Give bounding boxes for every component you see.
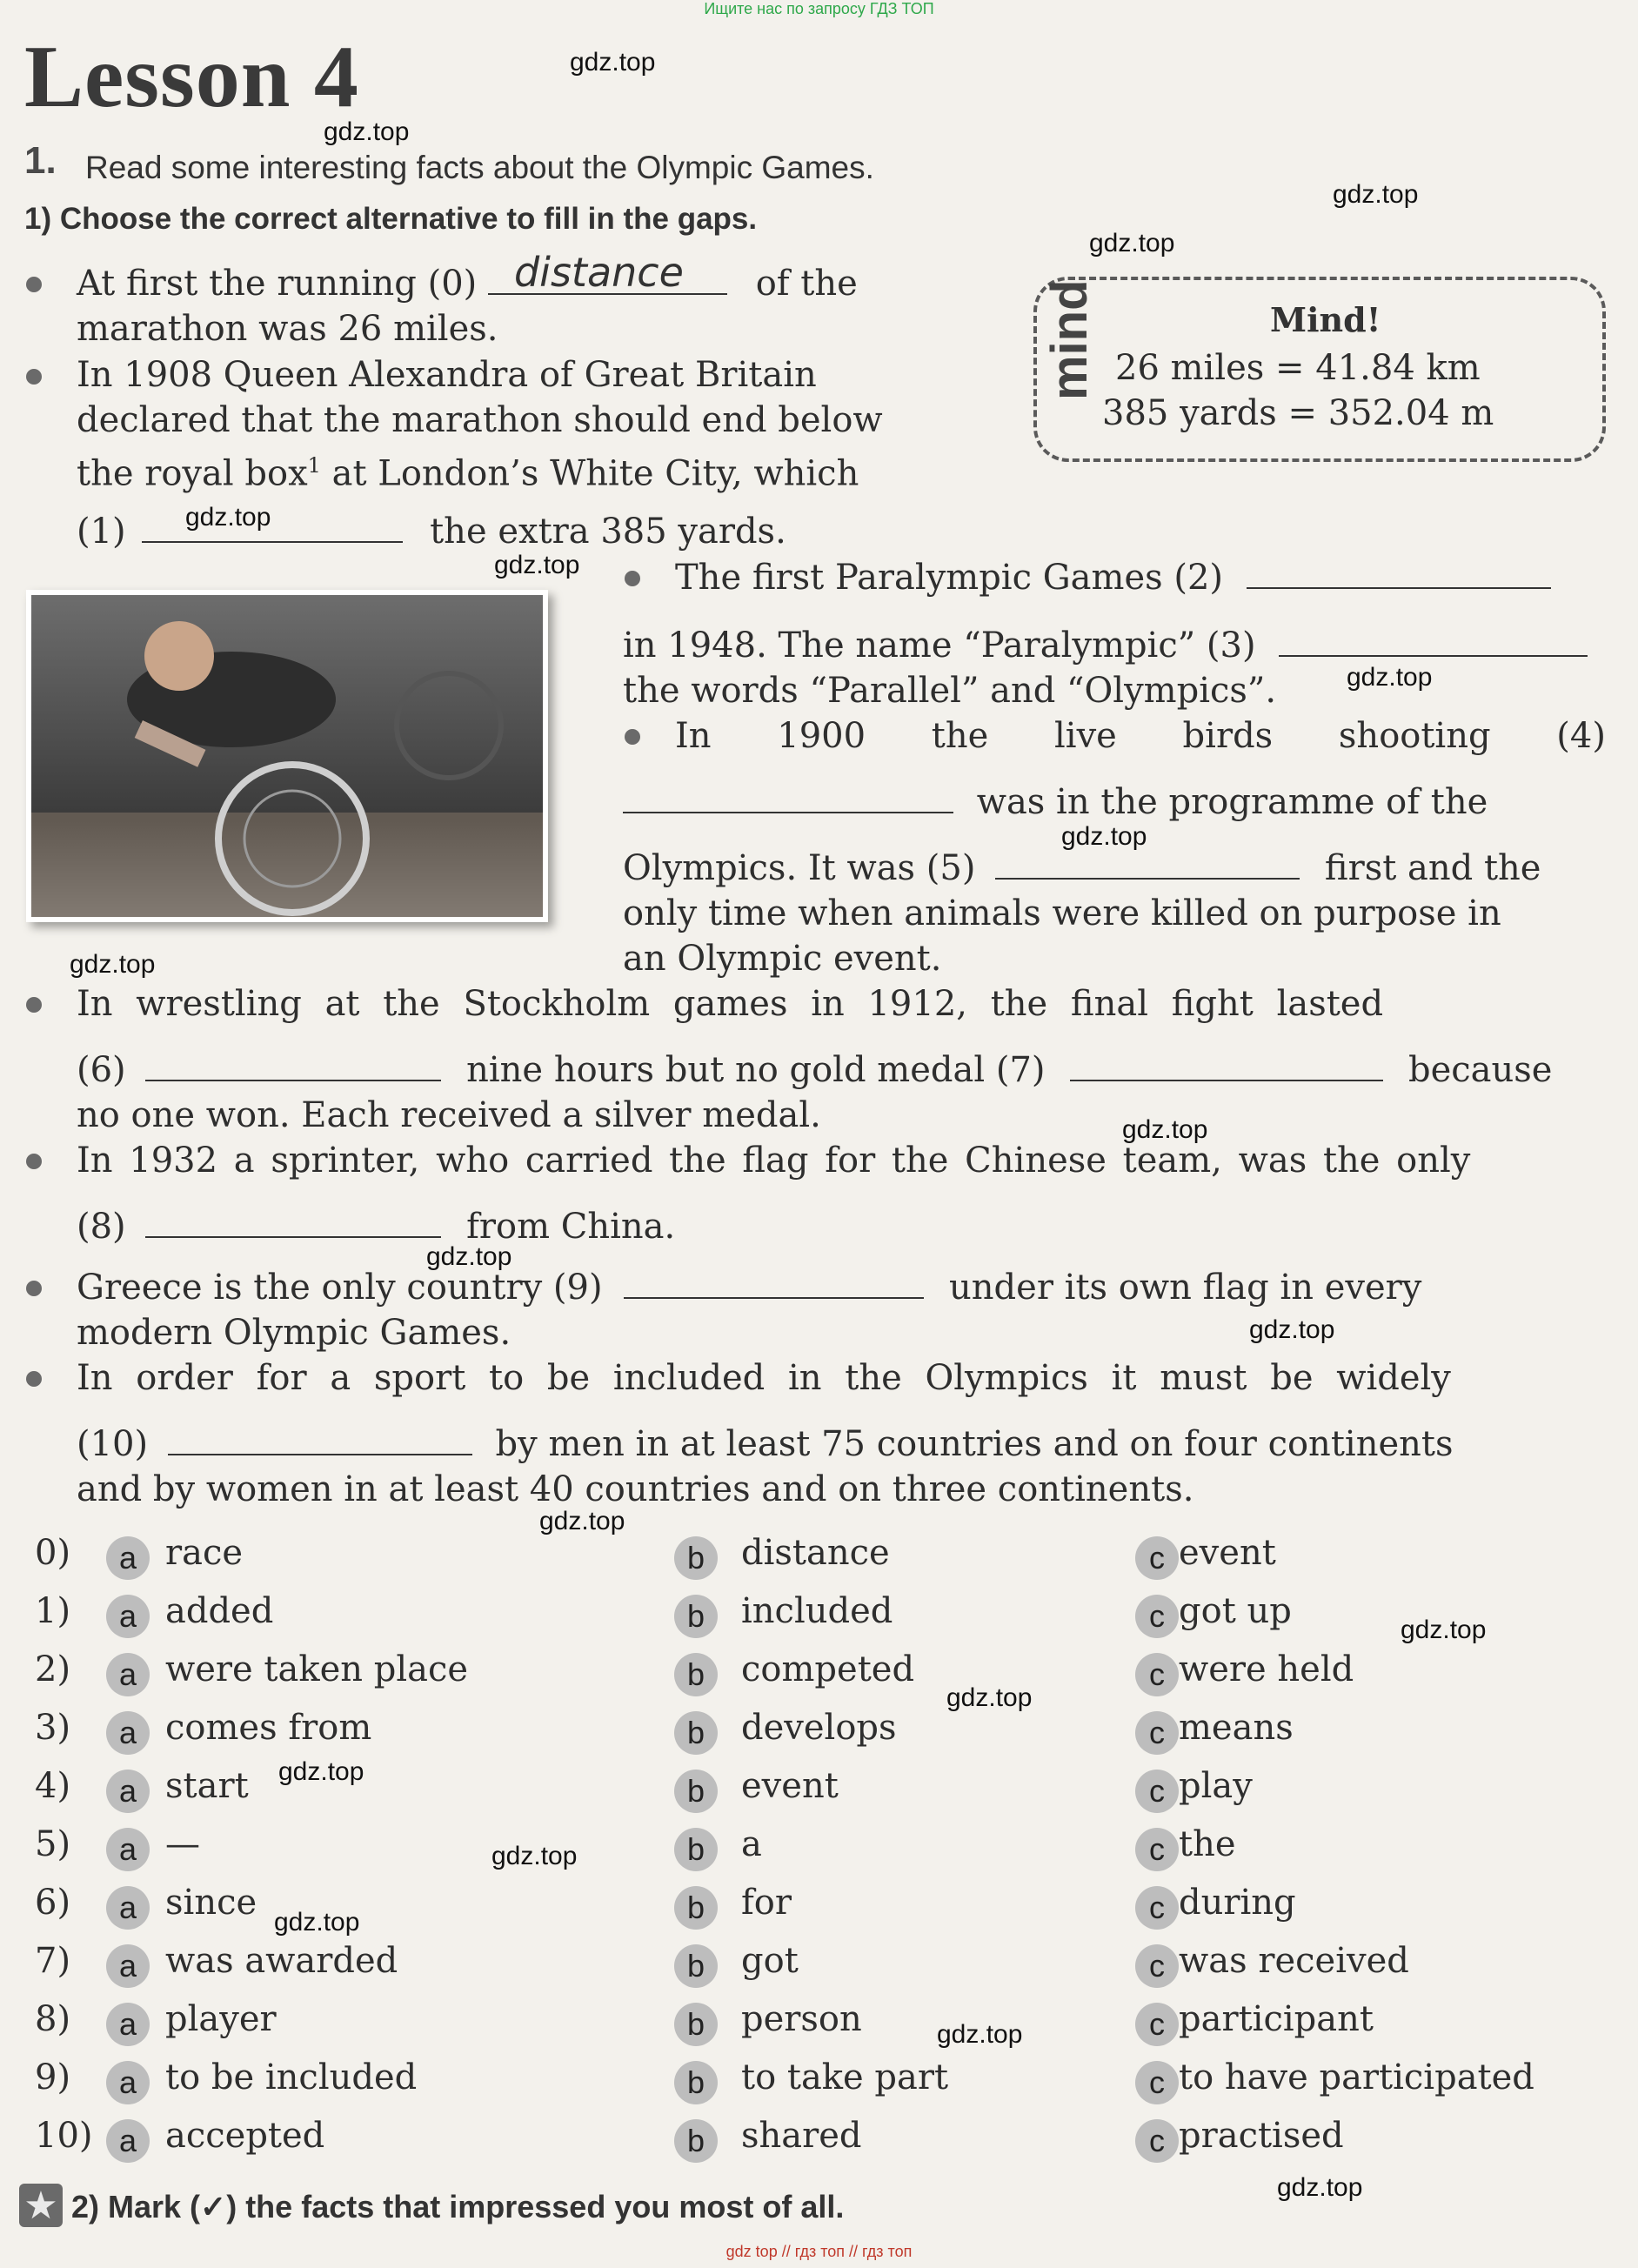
option-a-text: race bbox=[165, 1533, 244, 1573]
option-b-text: event bbox=[741, 1766, 839, 1806]
text-line: no one won. Each received a silver medal. bbox=[77, 1095, 821, 1135]
exercise-subtitle: 1) Choose the correct alternative to fill in the gaps. bbox=[24, 202, 758, 236]
option-a-circle[interactable]: a bbox=[106, 1653, 150, 1696]
option-a-circle[interactable]: a bbox=[106, 2119, 150, 2163]
exercise-title: Read some interesting facts about the Olympic Games. bbox=[85, 150, 874, 185]
text-line: in 1948. The name “Paralympic” (3) bbox=[623, 623, 1588, 668]
text-line: In order for a sport to be included in the Olympics it must be widely bbox=[77, 1358, 1451, 1398]
option-c-text: got up bbox=[1179, 1591, 1292, 1631]
bullet bbox=[26, 1154, 42, 1169]
option-a-text: were taken place bbox=[165, 1649, 469, 1689]
option-b-circle[interactable]: b bbox=[674, 1828, 718, 1871]
watermark: gdz.top bbox=[1122, 1115, 1208, 1144]
option-row bbox=[35, 1824, 1609, 1877]
bullet bbox=[26, 277, 42, 292]
bullet bbox=[26, 369, 42, 385]
text-line: In 1900 the live birds shooting (4) bbox=[675, 716, 1606, 756]
watermark: gdz.top bbox=[946, 1683, 1033, 1712]
mind-label: mind bbox=[1041, 279, 1098, 400]
option-row bbox=[35, 2116, 1609, 2168]
option-b-text: a bbox=[741, 1824, 762, 1864]
option-a-circle[interactable]: a bbox=[106, 1711, 150, 1755]
option-a-text: since bbox=[165, 1883, 257, 1923]
option-number: 0) bbox=[35, 1533, 71, 1573]
star-icon: ★ bbox=[19, 2184, 63, 2227]
option-a-circle[interactable]: a bbox=[106, 1944, 150, 1988]
task2-text: 2) Mark (✓) the facts that impressed you most of all. bbox=[71, 2189, 845, 2225]
watermark: gdz.top bbox=[1401, 1616, 1487, 1644]
text-line: At first the running (0) distance of the bbox=[77, 249, 858, 304]
option-b-text: shared bbox=[741, 2116, 862, 2156]
option-a-text: accepted bbox=[165, 2116, 325, 2156]
watermark: gdz.top bbox=[1333, 180, 1419, 209]
option-c-circle[interactable]: c bbox=[1135, 2003, 1179, 2046]
text-line: and by women in at least 40 countries and on three continents. bbox=[77, 1469, 1194, 1509]
text-line: was in the programme of the bbox=[623, 779, 1488, 825]
option-row bbox=[35, 1941, 1609, 1993]
option-row bbox=[35, 1649, 1609, 1702]
text-line: only time when animals were killed on purpose in bbox=[623, 893, 1501, 933]
text-line: Greece is the only country (9) under its own flag in every bbox=[77, 1268, 1422, 1308]
option-number: 5) bbox=[35, 1824, 71, 1864]
option-b-circle[interactable]: b bbox=[674, 2119, 718, 2163]
option-b-text: for bbox=[741, 1883, 792, 1923]
bottom-banner: gdz top // гдз топ // гдз топ bbox=[725, 2243, 913, 2260]
option-c-text: means bbox=[1179, 1708, 1294, 1748]
option-a-circle[interactable]: a bbox=[106, 2061, 150, 2104]
gap-4[interactable] bbox=[623, 780, 953, 813]
text-line: modern Olympic Games. bbox=[77, 1313, 511, 1353]
option-row bbox=[35, 1533, 1609, 1585]
watermark: gdz.top bbox=[426, 1242, 512, 1271]
gap-8[interactable] bbox=[145, 1205, 441, 1238]
option-a-text: was awarded bbox=[165, 1941, 398, 1981]
option-b-circle[interactable]: b bbox=[674, 2061, 718, 2104]
watermark: gdz.top bbox=[1249, 1315, 1335, 1344]
text-line: (10) by men in at least 75 countries and on four continents bbox=[77, 1424, 1454, 1464]
option-c-text: were held bbox=[1179, 1649, 1354, 1689]
mind-heading: Mind! bbox=[1270, 300, 1381, 339]
watermark: gdz.top bbox=[494, 551, 580, 579]
watermark: gdz.top bbox=[1277, 2173, 1363, 2202]
option-row bbox=[35, 1766, 1609, 1818]
watermark: gdz.top bbox=[278, 1757, 364, 1786]
option-b-circle[interactable]: b bbox=[674, 1653, 718, 1696]
bullet bbox=[26, 1371, 42, 1387]
option-c-circle[interactable]: c bbox=[1135, 1711, 1179, 1755]
option-c-text: was received bbox=[1179, 1941, 1409, 1981]
option-c-circle[interactable]: c bbox=[1135, 1536, 1179, 1580]
option-number: 2) bbox=[35, 1649, 71, 1689]
option-a-text: player bbox=[165, 1999, 277, 2039]
text-line: In wrestling at the Stockholm games in 1912, the final fight lasted bbox=[77, 984, 1384, 1024]
mind-line1: 26 miles = 41.84 km bbox=[1115, 348, 1481, 388]
text-line: (1) the extra 385 yards. bbox=[77, 512, 786, 552]
text-line: (8) from China. bbox=[77, 1207, 676, 1247]
option-number: 4) bbox=[35, 1766, 71, 1806]
text-line: Olympics. It was (5) first and the bbox=[623, 848, 1541, 888]
option-number: 1) bbox=[35, 1591, 71, 1631]
gap-5[interactable] bbox=[995, 846, 1300, 880]
text-line: The first Paralympic Games (2) bbox=[675, 555, 1551, 600]
option-number: 7) bbox=[35, 1941, 71, 1981]
gap-6[interactable] bbox=[145, 1048, 441, 1081]
text-line: marathon was 26 miles. bbox=[77, 309, 498, 349]
watermark: gdz.top bbox=[185, 503, 271, 532]
lesson-title: Lesson 4 bbox=[24, 28, 359, 126]
option-c-circle[interactable]: c bbox=[1135, 1944, 1179, 1988]
option-b-circle[interactable]: b bbox=[674, 1770, 718, 1813]
option-b-text: develops bbox=[741, 1708, 897, 1748]
option-b-circle[interactable]: b bbox=[674, 2003, 718, 2046]
text-line: (6) nine hours but no gold medal (7) because bbox=[77, 1050, 1553, 1090]
answer-0: distance bbox=[513, 249, 684, 296]
option-a-circle[interactable]: a bbox=[106, 1828, 150, 1871]
text-line: an Olympic event. bbox=[623, 939, 942, 979]
option-c-circle[interactable]: c bbox=[1135, 1653, 1179, 1696]
watermark: gdz.top bbox=[274, 1908, 360, 1937]
text-line: the words “Parallel” and “Olympics”. bbox=[623, 671, 1277, 711]
option-b-circle[interactable]: b bbox=[674, 1886, 718, 1930]
watermark: gdz.top bbox=[1347, 663, 1433, 692]
option-a-text: added bbox=[165, 1591, 274, 1631]
option-row bbox=[35, 2057, 1609, 2110]
bullet bbox=[26, 1281, 42, 1296]
option-a-circle[interactable]: a bbox=[106, 1886, 150, 1930]
option-number: 8) bbox=[35, 1999, 71, 2039]
gap-9[interactable] bbox=[624, 1266, 924, 1299]
option-a-circle[interactable]: a bbox=[106, 1595, 150, 1638]
gap-2[interactable] bbox=[1247, 556, 1551, 589]
option-row bbox=[35, 1999, 1609, 2051]
option-c-circle[interactable]: c bbox=[1135, 1828, 1179, 1871]
option-b-text: distance bbox=[741, 1533, 890, 1573]
option-c-text: event bbox=[1179, 1533, 1276, 1573]
option-a-text: — bbox=[165, 1824, 200, 1864]
option-c-text: the bbox=[1179, 1824, 1236, 1864]
option-b-text: got bbox=[741, 1941, 799, 1981]
text-line: the royal box$^1$ at London’s White City, which bbox=[77, 453, 859, 494]
option-row bbox=[35, 1708, 1609, 1760]
option-c-text: participant bbox=[1179, 1999, 1374, 2039]
option-b-circle[interactable]: b bbox=[674, 1711, 718, 1755]
option-row bbox=[35, 1883, 1609, 1935]
text-line: declared that the marathon should end below bbox=[77, 400, 883, 440]
watermark: gdz.top bbox=[539, 1507, 625, 1535]
watermark: gdz.top bbox=[1061, 822, 1147, 851]
text-line: In 1932 a sprinter, who carried the flag for the Chinese team, was the only bbox=[77, 1141, 1471, 1181]
gap-1[interactable] bbox=[142, 510, 403, 543]
option-number: 6) bbox=[35, 1883, 71, 1923]
gap-3[interactable] bbox=[1279, 624, 1588, 657]
gap-0[interactable] bbox=[488, 249, 727, 296]
option-c-text: to have participated bbox=[1179, 2057, 1534, 2097]
option-a-text: start bbox=[165, 1766, 249, 1806]
option-a-text: to be included bbox=[165, 2057, 418, 2097]
option-b-text: competed bbox=[741, 1649, 915, 1689]
gap-10[interactable] bbox=[168, 1422, 472, 1455]
option-b-circle[interactable]: b bbox=[674, 1595, 718, 1638]
option-b-circle[interactable]: b bbox=[674, 1944, 718, 1988]
option-b-text: included bbox=[741, 1591, 893, 1631]
wheelchair-racer-photo bbox=[26, 590, 548, 922]
watermark: gdz.top bbox=[937, 2020, 1023, 2049]
mind-line2: 385 yards = 352.04 m bbox=[1102, 393, 1494, 433]
bullet bbox=[26, 997, 42, 1013]
option-c-circle[interactable]: c bbox=[1135, 1886, 1179, 1930]
watermark: gdz.top bbox=[324, 117, 410, 146]
option-a-circle[interactable]: a bbox=[106, 1536, 150, 1580]
option-row bbox=[35, 1591, 1609, 1643]
bullet bbox=[625, 571, 640, 586]
option-c-circle[interactable]: c bbox=[1135, 2061, 1179, 2104]
option-b-text: person bbox=[741, 1999, 862, 2039]
option-c-circle[interactable]: c bbox=[1135, 1595, 1179, 1638]
option-c-circle[interactable]: c bbox=[1135, 2119, 1179, 2163]
gap-7[interactable] bbox=[1070, 1048, 1383, 1081]
text-line: In 1908 Queen Alexandra of Great Britain bbox=[77, 355, 817, 395]
option-c-text: during bbox=[1179, 1883, 1296, 1923]
option-a-circle[interactable]: a bbox=[106, 2003, 150, 2046]
option-a-circle[interactable]: a bbox=[106, 1770, 150, 1813]
option-c-text: play bbox=[1179, 1766, 1253, 1806]
watermark: gdz.top bbox=[491, 1842, 578, 1870]
top-banner: Ищите нас по запросу ГДЗ ТОП bbox=[704, 0, 934, 17]
option-number: 9) bbox=[35, 2057, 71, 2097]
watermark: gdz.top bbox=[70, 950, 156, 979]
option-c-circle[interactable]: c bbox=[1135, 1770, 1179, 1813]
exercise-number: 1. bbox=[24, 139, 57, 182]
option-a-text: comes from bbox=[165, 1708, 372, 1748]
watermark: gdz.top bbox=[570, 48, 656, 77]
option-b-circle[interactable]: b bbox=[674, 1536, 718, 1580]
bullet bbox=[625, 729, 640, 745]
option-number: 10) bbox=[35, 2116, 93, 2156]
watermark: gdz.top bbox=[1089, 229, 1175, 258]
option-number: 3) bbox=[35, 1708, 71, 1748]
option-c-text: practised bbox=[1179, 2116, 1344, 2156]
option-b-text: to take part bbox=[741, 2057, 949, 2097]
